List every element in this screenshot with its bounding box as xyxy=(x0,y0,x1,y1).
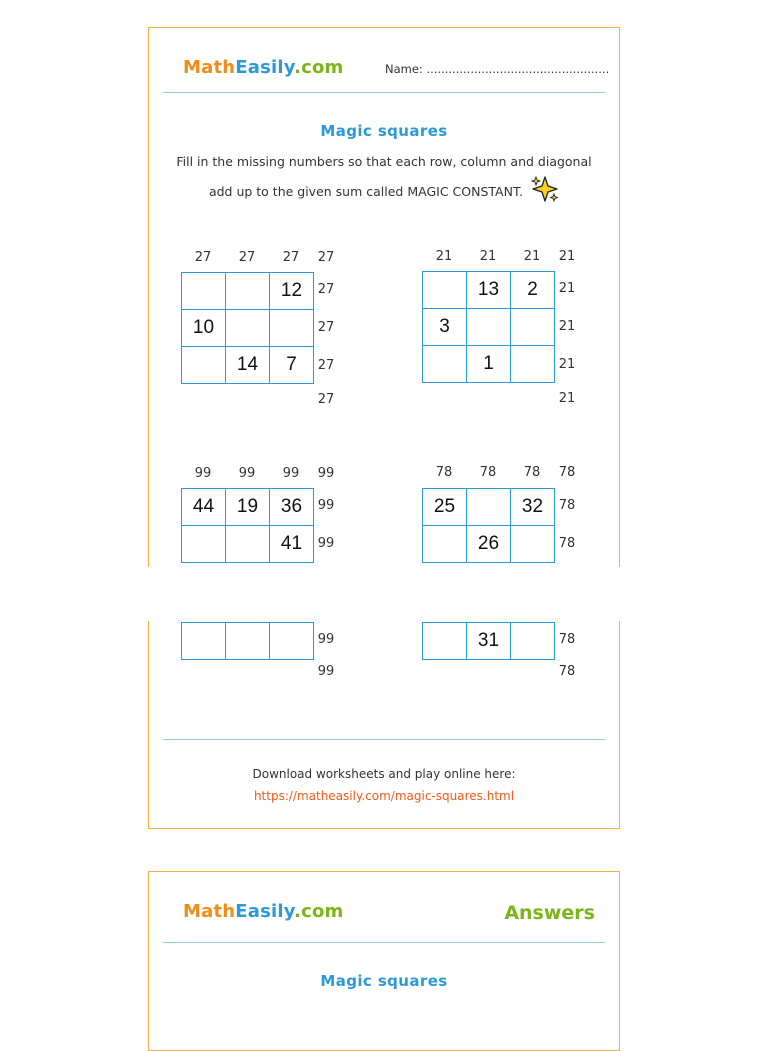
column-sum: 27 xyxy=(317,250,335,265)
empty-cell[interactable] xyxy=(182,347,226,384)
given-number-cell: 14 xyxy=(226,347,270,384)
empty-cell[interactable] xyxy=(182,623,226,660)
given-number-cell: 41 xyxy=(270,526,314,563)
column-sum: 99 xyxy=(194,466,212,481)
row-sum: 99 xyxy=(317,632,335,647)
empty-cell[interactable] xyxy=(511,346,555,383)
given-number-cell: 2 xyxy=(511,272,555,309)
given-number-cell: 1 xyxy=(467,346,511,383)
empty-cell[interactable] xyxy=(270,623,314,660)
column-sum: 21 xyxy=(479,249,497,264)
empty-cell[interactable] xyxy=(226,310,270,347)
given-number-cell: 32 xyxy=(511,489,555,526)
footer-link[interactable]: https://matheasily.com/magic-squares.html xyxy=(253,789,515,803)
matheasily-logo-answers[interactable] xyxy=(183,901,344,922)
row-sum: 27 xyxy=(317,320,335,335)
given-number-cell: 19 xyxy=(226,489,270,526)
row-sum: 21 xyxy=(558,357,576,372)
empty-cell[interactable] xyxy=(423,526,467,563)
given-number-cell: 13 xyxy=(467,272,511,309)
column-sum: 27 xyxy=(194,250,212,265)
magic-square-grid xyxy=(422,488,555,563)
empty-cell[interactable] xyxy=(270,310,314,347)
column-sum: 27 xyxy=(282,250,300,265)
empty-cell[interactable] xyxy=(511,526,555,563)
footer-divider xyxy=(163,739,605,740)
answers-label: Answers xyxy=(504,902,595,924)
column-sum: 78 xyxy=(479,465,497,480)
logo-easily: Easily xyxy=(235,57,295,78)
empty-cell[interactable] xyxy=(423,346,467,383)
instructions-line-2-wrap xyxy=(149,176,619,210)
instructions-line-2: add up to the given sum called MAGIC CONSTANT. xyxy=(208,184,524,199)
row-sum: 78 xyxy=(558,664,576,679)
instructions-line-1: Fill in the missing numbers so that each row, column and diagonal xyxy=(176,154,592,169)
header-divider xyxy=(163,92,605,93)
row-sum: 99 xyxy=(317,498,335,513)
column-sum: 78 xyxy=(558,465,576,480)
footer-text: Download worksheets and play online here: xyxy=(252,767,516,781)
column-sum: 78 xyxy=(523,465,541,480)
column-sum: 27 xyxy=(238,250,256,265)
answers-title: Magic squares xyxy=(320,972,448,990)
empty-cell[interactable] xyxy=(226,273,270,310)
magic-square-grid xyxy=(422,271,555,383)
magic-square-grid xyxy=(181,272,314,384)
logo-easily: Easily xyxy=(235,901,295,922)
row-sum: 21 xyxy=(558,281,576,296)
worksheet-title: Magic squares xyxy=(320,122,448,140)
empty-cell[interactable] xyxy=(511,309,555,346)
empty-cell[interactable] xyxy=(423,272,467,309)
column-sum: 78 xyxy=(435,465,453,480)
row-sum: 21 xyxy=(558,391,576,406)
given-number-cell: 44 xyxy=(182,489,226,526)
row-sum: 78 xyxy=(558,498,576,513)
given-number-cell: 7 xyxy=(270,347,314,384)
row-sum: 99 xyxy=(317,536,335,551)
empty-cell[interactable] xyxy=(467,309,511,346)
sparkles-icon xyxy=(531,176,559,210)
column-sum: 99 xyxy=(317,466,335,481)
empty-cell[interactable] xyxy=(467,489,511,526)
page-gap xyxy=(140,567,630,621)
given-number-cell: 3 xyxy=(423,309,467,346)
empty-cell[interactable] xyxy=(511,623,555,660)
given-number-cell: 10 xyxy=(182,310,226,347)
given-number-cell: 25 xyxy=(423,489,467,526)
row-sum: 78 xyxy=(558,632,576,647)
column-sum: 21 xyxy=(523,249,541,264)
column-sum: 21 xyxy=(435,249,453,264)
row-sum: 21 xyxy=(558,319,576,334)
logo-com: .com xyxy=(294,57,344,78)
logo-com: .com xyxy=(294,901,344,922)
answers-page xyxy=(148,871,620,1051)
given-number-cell: 36 xyxy=(270,489,314,526)
empty-cell[interactable] xyxy=(226,623,270,660)
row-sum: 99 xyxy=(317,664,335,679)
magic-square-grid-bottom-row xyxy=(181,622,314,660)
row-sum: 27 xyxy=(317,282,335,297)
logo-math: Math xyxy=(183,57,236,78)
given-number-cell: 12 xyxy=(270,273,314,310)
empty-cell[interactable] xyxy=(423,623,467,660)
empty-cell[interactable] xyxy=(226,526,270,563)
matheasily-logo[interactable] xyxy=(183,57,344,78)
worksheet-page xyxy=(148,27,620,829)
magic-square-grid-bottom-row xyxy=(422,622,555,660)
row-sum: 78 xyxy=(558,536,576,551)
magic-square-grid xyxy=(181,488,314,563)
column-sum: 99 xyxy=(282,466,300,481)
row-sum: 27 xyxy=(317,392,335,407)
row-sum: 27 xyxy=(317,358,335,373)
given-number-cell: 26 xyxy=(467,526,511,563)
name-field: Name: .................................................. xyxy=(385,62,610,76)
column-sum: 99 xyxy=(238,466,256,481)
column-sum: 21 xyxy=(558,249,576,264)
logo-math: Math xyxy=(183,901,236,922)
answers-header-divider xyxy=(163,942,605,943)
given-number-cell: 31 xyxy=(467,623,511,660)
empty-cell[interactable] xyxy=(182,273,226,310)
empty-cell[interactable] xyxy=(182,526,226,563)
